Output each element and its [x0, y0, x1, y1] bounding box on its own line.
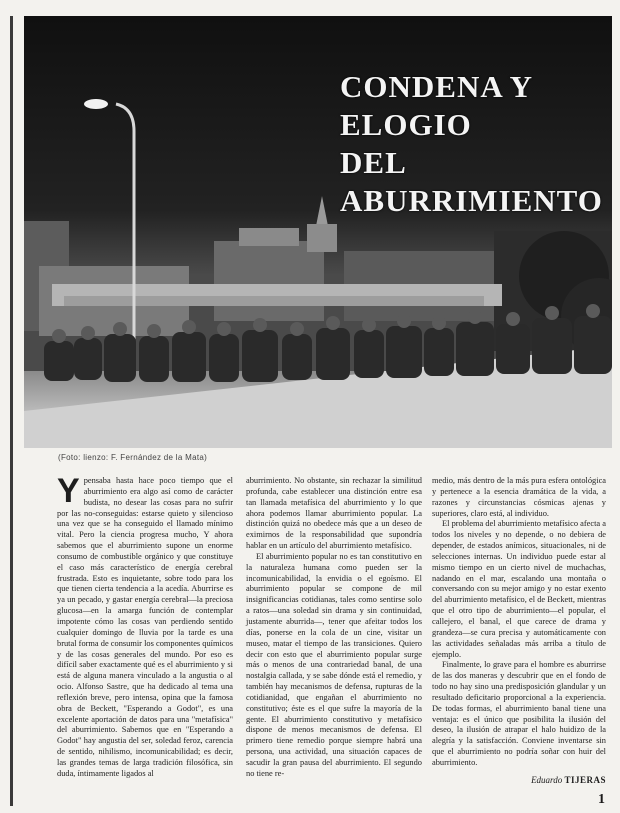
page-edge-shadow	[10, 16, 13, 806]
column-2-paragraph-2: El aburrimiento popular no es tan constitutivo en la naturaleza humana como pueden ser la incomunicabilidad, la envidia o el egoísmo. El aburrimiento popular se compone de mil insignificancias cotidianas, tales como sentirse solo a ratos—una soledad sin drama y sin continuidad, justamente aburrida—, tener que afeitar todos los días, ponerse en la cola de un cine, visitar un museo, matar el tiempo de las transiciones. Quiero decir con esto que el aburrimiento popular surge más o menos de una contrariedad banal, de una nostalgia callada, y se sabe dónde está el remedio, y también hay mecanismos de defensa, rupturas de la cotidianidad, que engañan el aburrimiento no constitutivo; éste es el que sufre la mayoría de la gente. El aburrimiento constitutivo y metafísico dispone de menos mecanismos de defensa. El primero tiene remedio porque siempre habrá una persona, una actividad, una situación capaces de sacudir la gran pausa del aburrimiento. El segundo no tiene re-	[246, 551, 422, 778]
column-1-text: pensaba hasta hace poco tiempo que el aburrimiento era algo así como de carácter budista, no desear las cosas para no sufrir por las no-conseguidas: estarse quieto y silencioso una vez que se ha conseguido el llamado mínimo vital. Pero la ciencia progresa mucho, Y ahora sabemos que el aburrimiento supone un enorme consumo de combustible orgánico y que constituye el caso más característico de energía cerebral frustrada. Esto es inquietante, sobre todo para los que tienen cierta tendencia a la acedía. Aburrirse es ya un pecado, y gastar energía cerebral—la preciosa glucosa—en la amarga función de contemplar impotente cómo las cosas van perdiendo sentido cualquier domingo de lluvia por la tarde es una brutal forma de consumir los componentes químicos y de las cosas generales del mundo. Por eso es difícil saber exactamente qué es el aburrimiento y si está de alguna manera vinculado a la angustia o al ocio. Alfonso Sastre, que ha dedicado al tema una reflexión breve, pero intensa, opina que la famosa obra de Beckett, "Esperando a Godot", es una excelente aportación de datos para una "metafísica" del aburrimiento. Sabemos que en "Esperando a Godot" hay angustia del ser, soledad feroz, carencia de sentido, nihilismo, incomunicabilidad; es decir, las grandes temas de larga tradición filosófica, sin duda, íntimamente ligados al	[57, 476, 233, 778]
author-signature	[432, 775, 606, 786]
dropcap: Y	[57, 472, 80, 510]
column-3-paragraph-2: El problema del aburrimiento metafísico afecta a todos los niveles y no depende, o no debiera de depender, de estados anímicos, situacionales, ni de selecciones internas. Un individuo puede estar al mismo tiempo en un cierto nivel de muchachas, nadando en el mar, escalando una montaña o conversando con su mejor amigo y no estar exento del aburrimiento metafísico, el de Beckett, mientras que el otro tipo de aburrimiento—el popular, el callejero, el banal, el que carece de drama y grandeza—se cura precisa y automáticamente con las actividades señaladas más arriba a título de ejemplo.	[432, 519, 606, 659]
title-line-2: DEL ABURRIMIENTO	[340, 145, 603, 218]
article-column-1	[57, 472, 233, 780]
photo-caption: (Foto: lienzo: F. Fernández de la Mata)	[58, 453, 208, 462]
title-line-1: CONDENA Y ELOGIO	[340, 69, 532, 142]
page-number: 1	[598, 792, 605, 807]
column-2-paragraph-1: aburrimiento. No obstante, sin rechazar la similitud profunda, cabe establecer una distinción entre esa tan llamada metafísica del aburrimiento y lo que ahora podemos llamar aburrimiento popular. La distinción quizá no obedece más que a un deseo de eximirnos de la responsabilidad que supondría hablar en un artículo del aburrimiento metafísico.	[246, 476, 422, 551]
article-photo	[24, 16, 612, 448]
column-1-paragraph	[57, 472, 233, 780]
column-3-paragraph-3: Finalmente, lo grave para el hombre es aburrirse de las dos maneras y descubrir que en el fondo de todo no hay sino una predisposición glandular y un resultado deficitario proporcional a la experiencia. De todas formas, el aburrimiento banal tiene una ventaja: es el único que posibilita la ilusión del deseo, la ilusión de atrapar el halo huidizo de la alegría y la satisfacción. Conviene inventarse sin que el aburrimiento no podría soñar con huir del aburrimiento.	[432, 660, 606, 767]
author-last-name: TIJERAS	[564, 774, 606, 785]
article-title	[340, 68, 612, 220]
article-column-3	[432, 476, 606, 786]
author-first-name: Eduardo	[531, 774, 563, 785]
column-3-paragraph-1: medio, más dentro de la más pura esfera ontológica y pertenece a la esencia dramática de la vida, a razones y circunstancias cósmicas ajenas y superiores, claro está, al individuo.	[432, 476, 606, 518]
article-column-2	[246, 476, 422, 780]
